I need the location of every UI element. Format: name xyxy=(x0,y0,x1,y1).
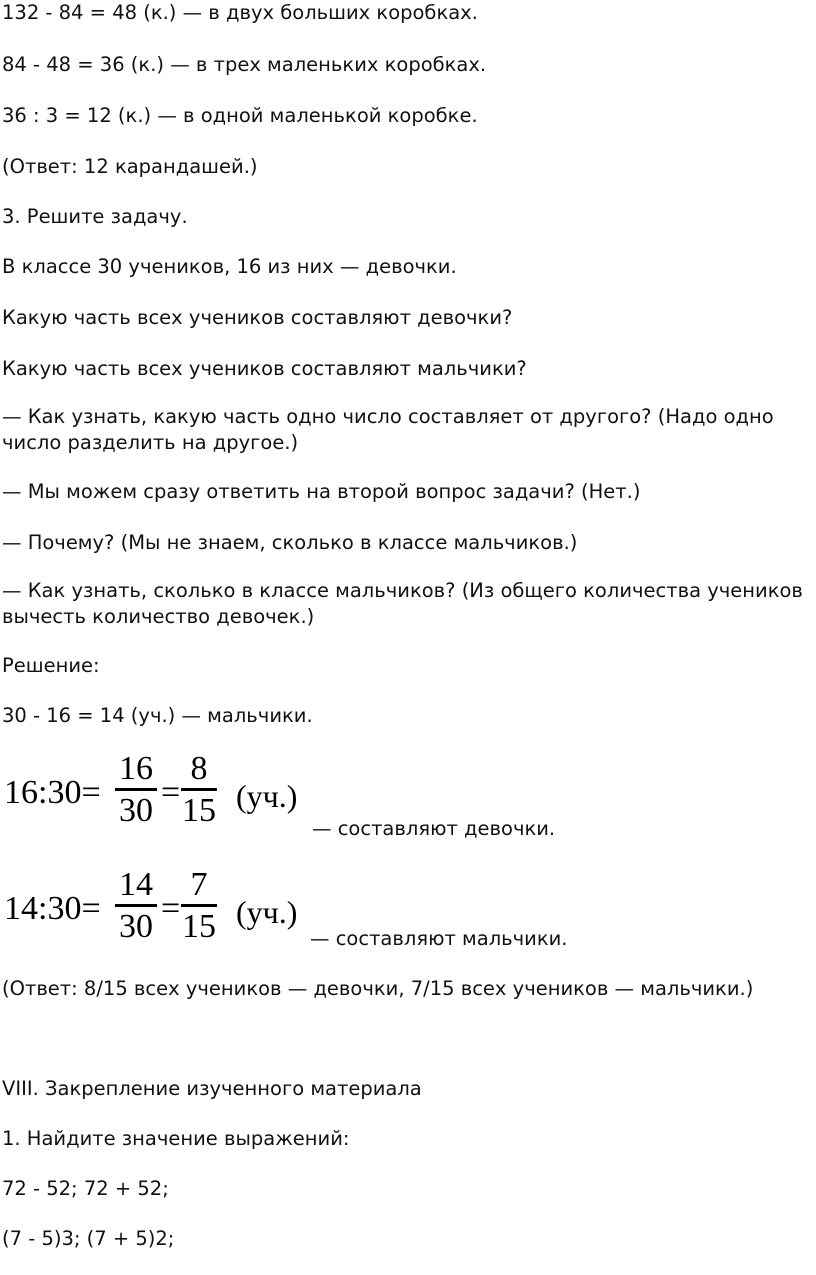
question-line: Какую часть всех учеников составляют девочки? xyxy=(2,306,513,329)
expression-line: (7 - 5)3; (7 + 5)2; xyxy=(2,1227,175,1250)
dialog-line: — Почему? (Мы не знаем, сколько в классе мальчиков.) xyxy=(2,531,578,554)
fraction-denominator: 30 xyxy=(119,792,153,829)
text-line: В классе 30 учеников, 16 из них — девочки. xyxy=(2,255,457,278)
equals-sign: = xyxy=(161,774,181,811)
formula-caption: — составляют мальчики. xyxy=(310,927,568,950)
formula-lhs: 16:30= xyxy=(4,774,101,811)
text-line: 36 : 3 = 12 (к.) — в одной маленькой коробке. xyxy=(2,104,478,127)
formula-girls xyxy=(4,752,324,832)
fraction-bar xyxy=(181,904,217,907)
fraction-denominator: 30 xyxy=(119,908,153,945)
formula-lhs: 14:30= xyxy=(4,890,101,927)
dialog-line: — Как узнать, какую часть одно число составляет от другого? (Надо одно число разделить на другое.) xyxy=(2,405,774,454)
unit-label: (уч.) xyxy=(236,894,298,930)
fraction-bar xyxy=(181,788,217,791)
fraction-bar xyxy=(115,788,157,791)
formula-boys xyxy=(4,868,324,948)
unit-label: (уч.) xyxy=(236,778,298,814)
formula-caption: — составляют девочки. xyxy=(312,817,556,840)
dialog-line: — Мы можем сразу ответить на второй вопрос задачи? (Нет.) xyxy=(2,480,641,503)
solution-heading: Решение: xyxy=(2,654,100,677)
question-line: Какую часть всех учеников составляют мальчики? xyxy=(2,357,527,380)
answer-line: (Ответ: 8/15 всех учеников — девочки, 7/15 всех учеников — мальчики.) xyxy=(2,977,754,1000)
fraction-numerator: 8 xyxy=(190,750,208,787)
fraction-numerator: 7 xyxy=(190,866,208,903)
text-line: (Ответ: 12 карандашей.) xyxy=(2,155,258,178)
fraction-denominator: 15 xyxy=(182,792,216,829)
text-line: 84 - 48 = 36 (к.) — в трех маленьких коробках. xyxy=(2,53,487,76)
fraction xyxy=(115,752,157,828)
dialog-line: — Как узнать, сколько в классе мальчиков? (Из общего количества учеников вычесть количество девочек.) xyxy=(2,579,803,628)
section-heading: VIII. Закрепление изученного материала xyxy=(2,1077,422,1100)
fraction xyxy=(115,868,157,944)
equals-sign: = xyxy=(161,890,181,927)
fraction xyxy=(181,868,217,944)
fraction-numerator: 16 xyxy=(119,750,153,787)
task-heading: 1. Найдите значение выражений: xyxy=(2,1127,350,1150)
text-line: 132 - 84 = 48 (к.) — в двух больших коробках. xyxy=(2,1,478,24)
fraction xyxy=(181,752,217,828)
task-heading: 3. Решите задачу. xyxy=(2,205,188,228)
text-line: 30 - 16 = 14 (уч.) — мальчики. xyxy=(2,704,313,727)
fraction-bar xyxy=(115,904,157,907)
fraction-numerator: 14 xyxy=(119,866,153,903)
expression-line: 72 - 52; 72 + 52; xyxy=(2,1177,169,1200)
fraction-denominator: 15 xyxy=(182,908,216,945)
